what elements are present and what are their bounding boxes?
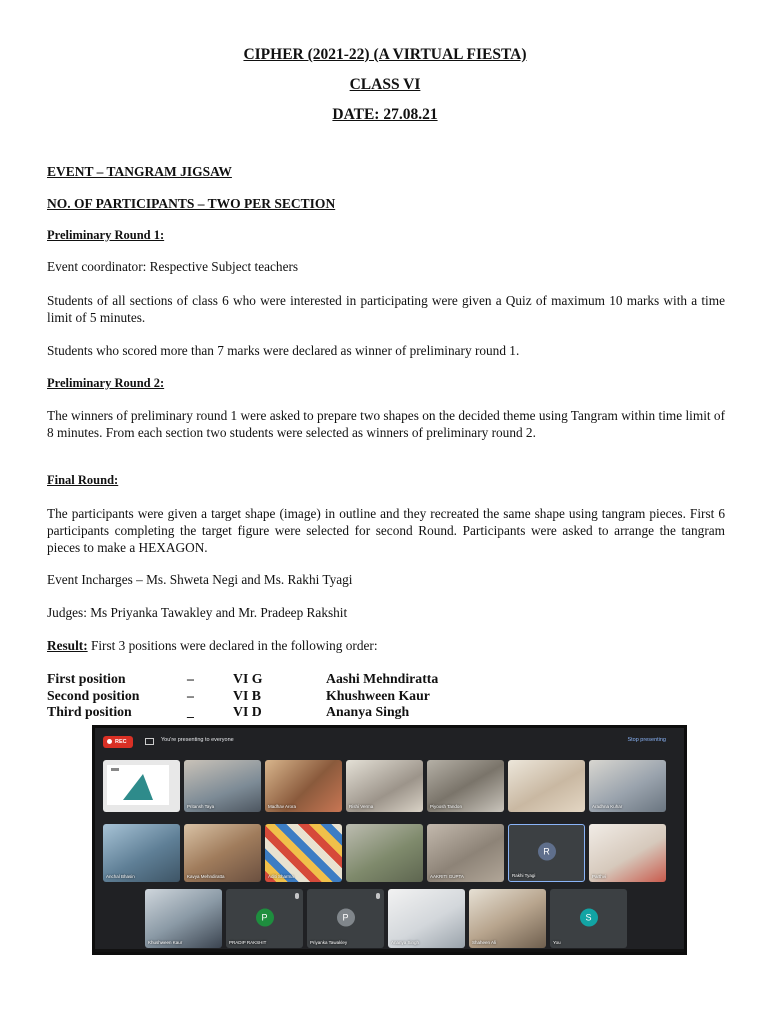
round1-coordinator: Event coordinator: Respective Subject teachers (47, 259, 299, 274)
avatar: R (538, 843, 556, 861)
participant-name: You (553, 940, 561, 945)
participant-tile (346, 824, 423, 882)
participant-tile (265, 760, 342, 812)
date-title: DATE: 27.08.21 (332, 106, 438, 123)
result-line (47, 638, 378, 654)
document-title: CIPHER (2021-22) (A VIRTUAL FIESTA) (243, 46, 527, 63)
participant-name: AAKRITI GUPTA (430, 874, 464, 879)
participant-tile (145, 889, 222, 948)
participant-tile (388, 889, 465, 948)
result-section: VI B (233, 687, 261, 703)
result-label: Result: (47, 638, 88, 653)
participant-name: Priyanka Tawakley (310, 940, 348, 945)
participant-tile (508, 760, 585, 812)
round2-heading: Preliminary Round 2: (47, 376, 165, 390)
meeting-top-bar (95, 728, 684, 756)
result-name: Khushween Kaur (326, 687, 430, 703)
result-dash: – (187, 671, 194, 686)
participant-tile (469, 889, 546, 948)
participant-name: Parthvi (592, 874, 607, 879)
participant-name: Kavya Mehndiratta (187, 874, 225, 879)
avatar: P (256, 908, 274, 926)
result-row (47, 671, 547, 688)
participant-name: Aradhna Kuhar (592, 804, 623, 809)
participant-tile (226, 889, 303, 948)
stop-presenting-button[interactable]: Stop presenting (627, 737, 666, 743)
recording-badge (103, 736, 133, 748)
participant-name: Rishi Verma (349, 804, 374, 809)
participant-name: Madhav Arora (268, 804, 297, 809)
participant-tile (427, 760, 504, 812)
recording-label: REC (115, 739, 127, 745)
participant-name: Pritansh Taya (187, 804, 215, 809)
presenting-status: You're presenting to everyone (161, 737, 234, 743)
participant-name: PRADIP RAKSHIT (229, 940, 267, 945)
present-screen-icon (145, 738, 154, 745)
result-section: VI G (233, 671, 263, 686)
result-name: Aashi Mehndiratta (326, 671, 439, 686)
round1-para1: Students of all sections of class 6 who were interested in participating were given a Quiz of maximum 10 marks with a time limit of 5 minutes. (47, 293, 725, 325)
participant-name: Piyoosh Tandon (430, 804, 462, 809)
result-position: Second position (47, 687, 140, 703)
participant-tile (307, 889, 384, 948)
participant-tile (346, 760, 423, 812)
record-icon (107, 739, 112, 744)
judges: Judges: Ms Priyanka Tawakley and Mr. Pradeep Rakshit (47, 605, 348, 620)
result-section: VI D (233, 704, 262, 719)
result-row (47, 688, 547, 705)
participant-tile (589, 824, 666, 882)
result-name: Ananya Singh (326, 704, 410, 719)
round2-para: The winners of preliminary round 1 were asked to prepare two shapes on the decided theme using Tangram within time limit of 8 minutes. From each section two students were selected as winners of preliminary round 2. (47, 408, 725, 440)
participant-tile (265, 824, 342, 882)
participant-tile (103, 824, 180, 882)
participant-name: Shaheen Ali (472, 940, 497, 945)
participant-name: Rakhi Tyagi (512, 873, 536, 878)
participant-name: Anchal Bhasin (106, 874, 135, 879)
participant-tile-presentation (103, 760, 180, 812)
participant-tile (184, 760, 261, 812)
participant-tile-self (550, 889, 627, 948)
participant-name: Aditi Sharma (268, 874, 294, 879)
participant-tile (589, 760, 666, 812)
avatar: P (337, 908, 355, 926)
result-dash: _ (187, 704, 194, 719)
results-list (47, 671, 547, 721)
event-name: EVENT – TANGRAM JIGSAW (47, 164, 232, 179)
participant-tile (184, 824, 261, 882)
round1-heading: Preliminary Round 1: (47, 228, 165, 242)
participants-count: NO. OF PARTICIPANTS – TWO PER SECTION (47, 196, 336, 211)
shared-screen-thumbnail (103, 760, 180, 812)
avatar: S (580, 908, 598, 926)
result-text: First 3 positions were declared in the following order: (87, 638, 378, 653)
participant-name: Ananya Singh (391, 940, 420, 945)
result-dash: – (187, 687, 194, 703)
final-heading: Final Round: (47, 473, 119, 487)
participant-tile (427, 824, 504, 882)
participant-tile-rakhi (508, 824, 585, 882)
mic-muted-icon (376, 893, 380, 899)
event-incharges: Event Incharges – Ms. Shweta Negi and Ms. Rakhi Tyagi (47, 572, 353, 587)
round1-para2: Students who scored more than 7 marks were declared as winner of preliminary round 1. (47, 343, 520, 358)
meeting-screenshot (92, 725, 687, 955)
participant-name: Khushween Kaur (148, 940, 183, 945)
mic-muted-icon (295, 893, 299, 899)
result-row (47, 704, 547, 721)
result-position: First position (47, 671, 126, 686)
final-para: The participants were given a target shape (image) in outline and they recreated the same shape using tangram pieces. First 6 participants completing the target figure were selected for second Round. Participants were asked to arrange the tangram pieces to make a HEXAGON. (47, 506, 725, 555)
meeting-bottom-strip (95, 949, 684, 952)
result-position: Third position (47, 704, 132, 719)
class-title: CLASS VI (349, 76, 421, 93)
